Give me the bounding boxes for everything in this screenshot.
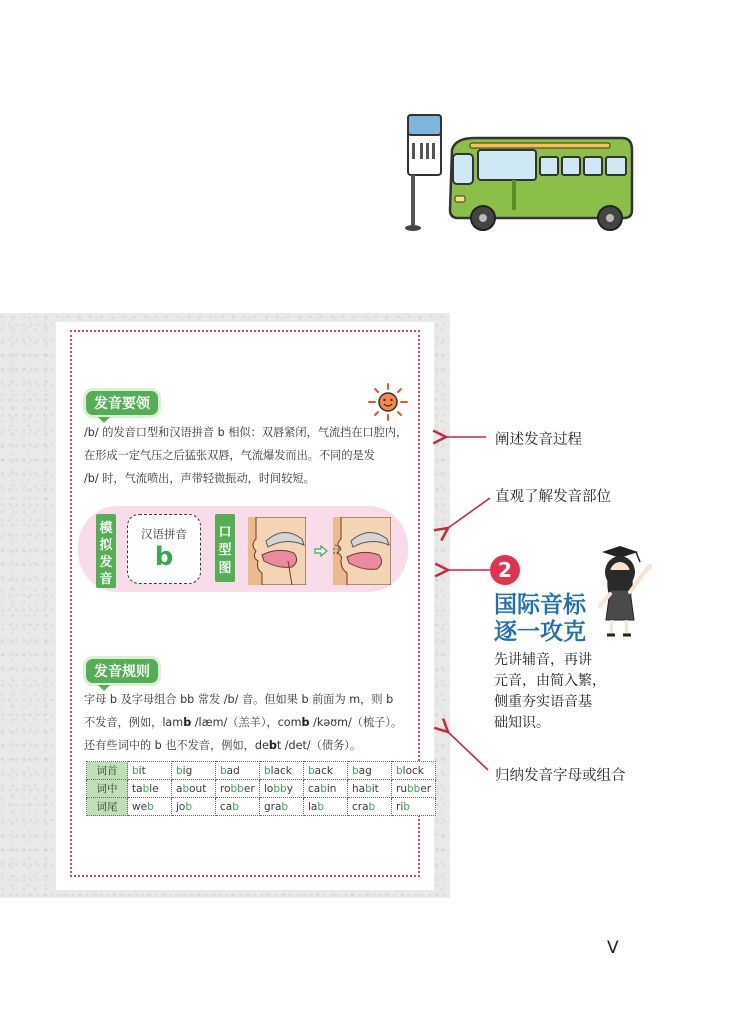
section-tag-label: 发音要领	[94, 396, 150, 412]
table-cell	[348, 780, 392, 798]
letter-b: b	[368, 800, 376, 813]
callout-arrows	[430, 420, 500, 780]
row-label: 词尾	[87, 798, 128, 816]
description-line: /b/ 的发音口型和汉语拼音 b 相似：双唇紧闭，气流挡在口腔内，	[84, 426, 408, 439]
pinyin-box	[127, 514, 201, 584]
mouth-diagram-tab	[215, 514, 235, 582]
word-part: la	[308, 800, 318, 813]
callout-articulation-position: 直观了解发音部位	[495, 489, 611, 505]
graduate-girl-icon	[594, 540, 658, 640]
word-part: a	[176, 782, 183, 795]
rules-text: 不发音，例如，lam	[84, 716, 184, 729]
word-part: jo	[176, 800, 186, 813]
rules-text: t /det/（债务）。	[276, 739, 362, 752]
tab-char: 模	[99, 521, 113, 536]
word-position-table	[86, 761, 436, 816]
letter-b: b	[308, 764, 315, 777]
word-part: gra	[264, 800, 282, 813]
word-part: er	[243, 782, 255, 795]
row-label: 词首	[87, 762, 128, 780]
word-part: ri	[396, 800, 404, 813]
word-part: ca	[308, 782, 321, 795]
table-cell	[348, 762, 392, 780]
table-cell	[304, 762, 348, 780]
section-tag-label: 发音规则	[94, 664, 150, 680]
word-part: ru	[396, 782, 407, 795]
word-part: er	[420, 782, 432, 795]
feature-desc-line: 侧重夯实语音基	[494, 694, 592, 710]
word-part: ro	[220, 782, 231, 795]
bus-illustration	[400, 110, 640, 240]
word-part: it	[371, 782, 379, 795]
tab-char: 图	[218, 561, 232, 576]
rules-text: /læm/（羔羊），com	[191, 716, 302, 729]
table-cell	[392, 762, 436, 780]
letter-b: b	[396, 764, 403, 777]
table-row	[87, 780, 436, 798]
word-part: ha	[352, 782, 366, 795]
feature-title	[494, 592, 586, 646]
table-cell	[128, 780, 172, 798]
table-cell	[128, 762, 172, 780]
description-line: 在形成一定气压之后猛张双唇，气流爆发而出。不同的是发	[84, 449, 375, 462]
tab-char: 口	[218, 525, 232, 540]
pinyin-label: 汉语拼音	[141, 527, 187, 541]
table-cell	[216, 762, 260, 780]
rules-bold-letter: b	[268, 739, 277, 752]
table-row	[87, 762, 436, 780]
rules-bold-letter: b	[301, 716, 310, 729]
table-cell	[128, 798, 172, 816]
word-rest: ig	[182, 764, 193, 777]
table-cell	[216, 798, 260, 816]
tab-char: 音	[99, 572, 113, 587]
feature-number: 2	[498, 558, 512, 582]
rules-bold-letter: b	[183, 716, 192, 729]
table-row	[87, 798, 436, 816]
letter-b: b	[176, 764, 183, 777]
callout-letter-combinations: 归纳发音字母或组合	[495, 768, 626, 784]
rules-description	[84, 688, 402, 757]
table-cell	[260, 762, 304, 780]
word-part: ta	[132, 782, 143, 795]
description-line: /b/ 时，气流喷出，声带轻微振动，时间较短。	[84, 472, 315, 485]
mouth-diagram-open-icon	[333, 517, 391, 585]
letter-b: b	[220, 764, 227, 777]
rules-line	[84, 711, 402, 734]
table-cell	[304, 780, 348, 798]
letter-b: bb	[406, 782, 421, 795]
letter-b: b	[317, 800, 325, 813]
letter-b: bb	[230, 782, 244, 795]
page-number: V	[607, 938, 619, 958]
feature-number-badge	[490, 555, 520, 585]
word-rest: it	[138, 764, 146, 777]
letter-b: b	[281, 800, 289, 813]
letter-b: b	[232, 800, 239, 813]
pinyin-letter: b	[154, 542, 174, 572]
section-tag-pronunciation-rules	[83, 656, 161, 686]
table-cell	[216, 780, 260, 798]
letter-b: b	[185, 800, 193, 813]
letter-b: b	[182, 782, 190, 795]
arrow-to-table	[448, 732, 488, 770]
table-cell	[392, 780, 436, 798]
pronunciation-description	[84, 421, 407, 490]
word-part: le	[149, 782, 159, 795]
letter-b: bb	[273, 782, 287, 795]
table-cell	[260, 780, 304, 798]
arrow-right-icon	[314, 545, 328, 557]
arrow-to-diagram	[448, 498, 490, 528]
table-cell	[348, 798, 392, 816]
feature-title-line: 逐一攻克	[494, 619, 586, 645]
section-tag-pronunciation-tips	[83, 388, 161, 418]
letter-b: b	[320, 782, 327, 795]
letter-b: b	[264, 764, 271, 777]
feature-desc-line: 元音，由简入繁，	[494, 673, 606, 689]
rules-text: /kəʊm/（梳子）。	[309, 716, 403, 729]
tab-char: 发	[99, 555, 113, 570]
mouth-diagram-closed-icon	[248, 517, 306, 585]
sun-icon	[366, 382, 410, 422]
rules-line: 字母 b 及字母组合 bb 常发 /b/ 音。但如果 b 前面为 m，则 b	[84, 693, 394, 706]
word-rest: ad	[226, 764, 240, 777]
table-cell	[392, 798, 436, 816]
letter-b: b	[147, 800, 154, 813]
letter-b: b	[352, 764, 359, 777]
feature-desc-line: 础知识。	[494, 715, 550, 731]
word-part: ca	[220, 800, 233, 813]
feature-title-line: 国际音标	[494, 592, 586, 618]
table-cell	[172, 762, 216, 780]
feature-desc-line: 先讲辅音，再讲	[494, 652, 592, 668]
word-part: out	[189, 782, 207, 795]
feature-description	[494, 650, 606, 734]
letter-b: b	[142, 782, 150, 795]
word-rest: lock	[402, 764, 424, 777]
table-cell	[172, 780, 216, 798]
word-part: cra	[352, 800, 369, 813]
row-label: 词中	[87, 780, 128, 798]
word-rest: ack	[314, 764, 333, 777]
bus-stop-sign-icon	[405, 115, 441, 231]
word-part: y	[286, 782, 293, 795]
table-cell	[304, 798, 348, 816]
tab-char: 拟	[99, 538, 113, 553]
word-rest: ag	[358, 764, 372, 777]
letter-b: b	[365, 782, 372, 795]
word-rest: lack	[270, 764, 292, 777]
word-part: in	[326, 782, 337, 795]
callout-pronunciation-process: 阐述发音过程	[495, 432, 582, 448]
tab-char: 型	[218, 543, 232, 558]
simulate-pronunciation-tab	[96, 514, 116, 588]
table-cell	[260, 798, 304, 816]
bus-icon	[450, 138, 632, 230]
word-part: we	[132, 800, 148, 813]
word-part: lo	[264, 782, 274, 795]
letter-b: b	[132, 764, 139, 777]
rules-text: 还有些词中的 b 也不发音，例如，de	[84, 739, 269, 752]
rules-line	[84, 734, 402, 757]
letter-b: b	[403, 800, 410, 813]
table-cell	[172, 798, 216, 816]
